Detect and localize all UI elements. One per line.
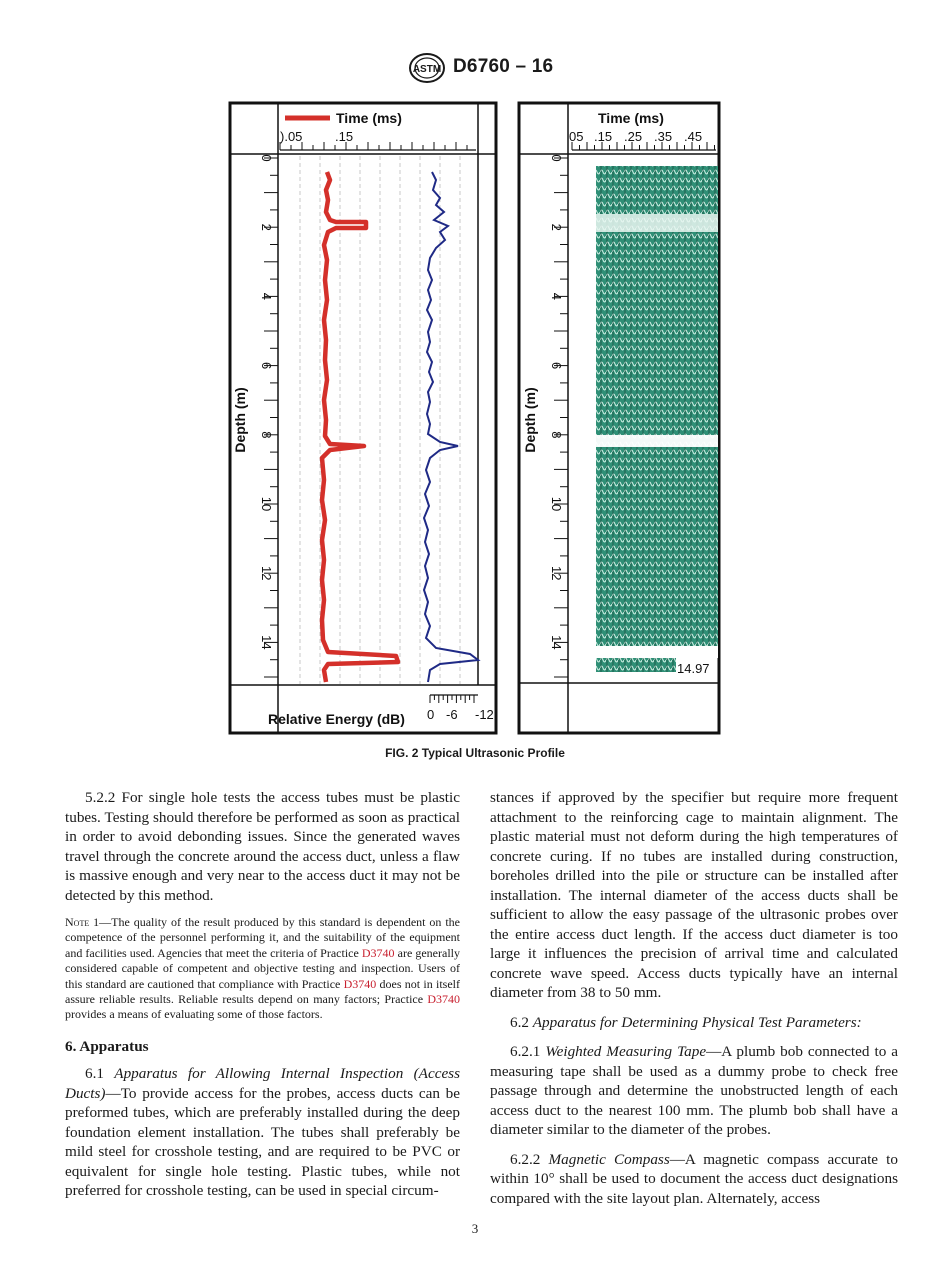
depth-tick-label: 2 — [259, 223, 274, 231]
ultrasonic-waterfall — [596, 166, 718, 646]
para-title: Weighted Measuring Tape — [545, 1043, 707, 1060]
depth-tick-label: 2 — [549, 223, 564, 231]
depth-tick-label: 8 — [549, 431, 564, 439]
time-tick: .45 — [684, 129, 703, 144]
left-panel — [230, 103, 496, 733]
energy-tick: -12 — [475, 707, 494, 722]
para-number: 6.2.1 — [510, 1043, 546, 1060]
time-tick: 05 — [569, 129, 584, 144]
figure-caption: FIG. 2 Typical Ultrasonic Profile — [385, 746, 565, 760]
end-depth-label: 14.97 — [677, 661, 710, 676]
paragraph-5-2-2: 5.2.2 For single hole tests the access tubes must be plastic tubes. Testing should therefore be performed as soon as practical in order to avoid debonding issues. Since the generated waves travel through the concrete around the access duct, unless a flaw is massive enough and very near to the access duct it may not be detected by this method. — [65, 789, 460, 904]
depth-axis-label: Depth (m) — [522, 387, 538, 453]
note-text: are generally considered capable of competent and objective testing and inspection. Users of this standard are cautioned that compliance with Practice — [65, 945, 460, 991]
para-title: Apparatus for Allowing Internal Inspection (Access Ducts) — [65, 1065, 461, 1102]
depth-tick-label: 8 — [259, 431, 274, 439]
depth-tick-label: 0 — [549, 154, 564, 162]
para-title: Apparatus for Determining Physical Test Parameters: — [532, 1013, 862, 1031]
gap — [596, 646, 718, 658]
para-number: 6.1 — [85, 1065, 115, 1083]
left-legend: Time (ms) — [336, 110, 402, 126]
anomaly-band — [596, 214, 718, 232]
svg-text:ASTM: ASTM — [412, 64, 442, 75]
energy-tick: -6 — [446, 707, 458, 722]
para-title: Magnetic Compass — [548, 1150, 670, 1168]
para-text: —To provide access for the probes, access ducts can be preformed tubes, which are preferably installed during the deep foundation element installation. The tubes shall preferably be mild steel for crosshole testing, and are required to be PVC or equivalent for single hole testing. Plastic tubes, while not preferred for crosshole testing, can be used in special circum- — [65, 1084, 460, 1200]
time-tick: .35 — [654, 129, 673, 144]
paragraph-6-2-1 — [490, 1042, 898, 1140]
depth-tick-label: 0 — [259, 154, 274, 162]
depth-tick-label: 10 — [259, 496, 274, 512]
depth-tick-label: 10 — [549, 496, 564, 512]
time-tick: .25 — [624, 129, 643, 144]
time-tick: ).05 — [280, 129, 303, 144]
document-id: D6760 – 16 — [453, 56, 554, 77]
reference-link[interactable]: D3740 — [361, 945, 395, 960]
note-text: provides a means of evaluating some of those factors. — [65, 1007, 323, 1022]
depth-tick-label: 12 — [549, 565, 564, 581]
depth-tick-label: 12 — [259, 565, 274, 581]
depth-tick-label: 14 — [259, 635, 274, 650]
depth-tick-label: 14 — [549, 635, 564, 650]
right-panel — [519, 103, 719, 733]
time-tick: .15 — [335, 129, 354, 144]
right-legend: Time (ms) — [598, 110, 664, 126]
note-text: does not in itself assure reliable results. Reliable results depend on many factors; Practice — [65, 976, 460, 1007]
ultrasonic-waterfall-end — [596, 658, 676, 672]
energy-tick: 0 — [427, 707, 435, 722]
time-tick: .15 — [594, 129, 613, 144]
note-label: Note 1 — [65, 915, 100, 929]
para-text: —A plumb bob connected to a measuring tape shall be used as a dummy probe to check free passage through and determine the unobstructed length of each access duct to the nearest 100 mm. The plumb bob shall have a diameter similar to the diameter of the probes. — [490, 1043, 899, 1138]
depth-tick-label: 4 — [259, 292, 274, 301]
note-text: —The quality of the result produced by this standard is dependent on the competence of the personnel performing it, and the suitability of the equipment and facilities used. Agencies that meet the criteria of Practice — [65, 915, 461, 960]
note-1 — [65, 915, 460, 1023]
paragraph-continued: stances if approved by the specifier but require more frequent attachment to the reinforcing cage to maintain alignment. The plastic material must not deform during the high temperatures of concrete curing. If no tubes are installed during construction, boreholes drilled into the pile or structure can be installed after installation. The internal diameter of the access ducts shall be sufficient to allow the easy passage of the ultrasonic probes over the entire access duct length. If the access duct diameter is too large it influences the precision of arrival time and calculated concrete wave speed. Access ducts typically have an internal diameter from 38 to 50 mm. — [490, 789, 898, 1001]
right-column — [490, 788, 898, 1218]
left-column — [65, 788, 460, 1211]
depth-axis-label: Depth (m) — [232, 387, 248, 453]
paragraph-6-2 — [490, 1013, 898, 1033]
energy-axis-label: Relative Energy (dB) — [268, 711, 405, 727]
anomaly-band — [596, 435, 718, 447]
reference-link[interactable]: D3740 — [343, 976, 377, 991]
para-number: 6.2.2 — [510, 1150, 549, 1168]
paragraph-6-1 — [65, 1064, 460, 1201]
para-text: —A magnetic compass accurate to within 10° shall be used to document the access duct designations compared with the site layout plan. Alternately, access — [490, 1150, 898, 1207]
depth-tick-label: 6 — [549, 361, 564, 370]
reference-link[interactable]: D3740 — [427, 992, 460, 1007]
page-number: 3 — [471, 1221, 479, 1236]
paragraph-6-2-2 — [490, 1150, 898, 1209]
depth-tick-label: 4 — [549, 292, 564, 301]
para-number: 6.2 — [510, 1013, 533, 1031]
depth-tick-label: 6 — [259, 361, 274, 370]
section-heading: 6. Apparatus — [65, 1037, 149, 1055]
